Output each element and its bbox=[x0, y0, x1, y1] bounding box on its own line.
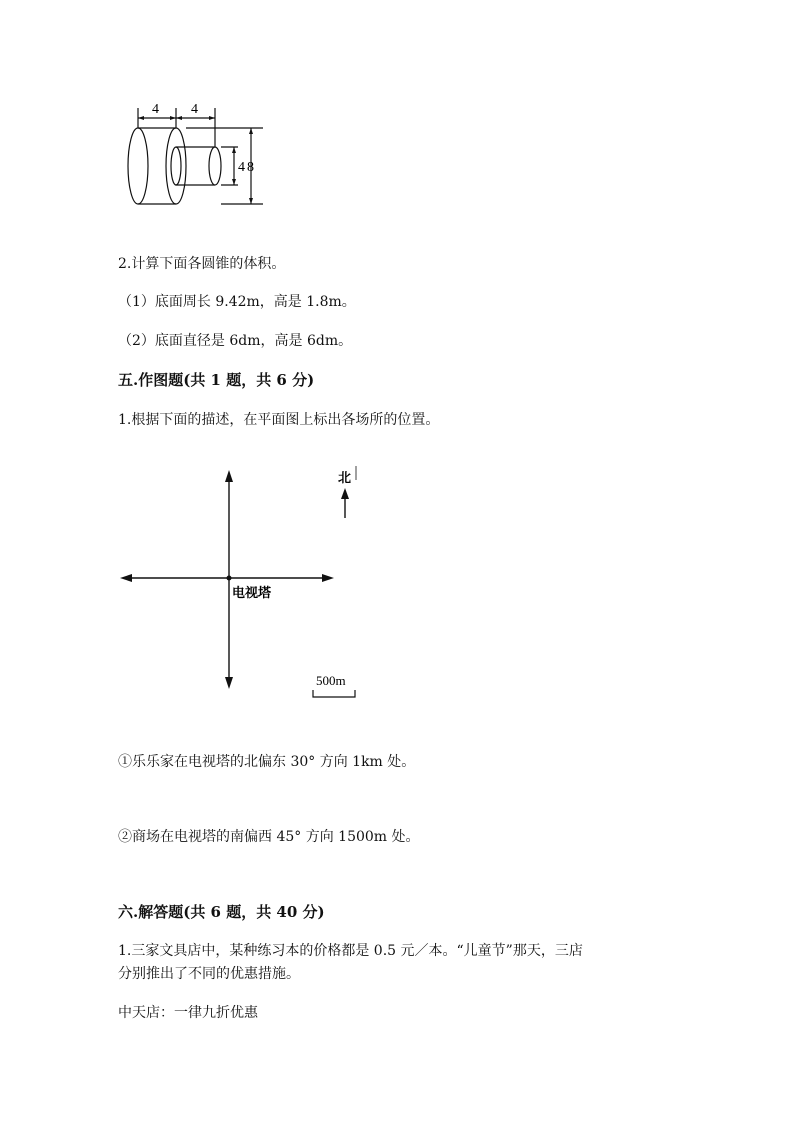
section5-item-2: ②商场在电视塔的南偏西 45° 方向 1500m 处。 bbox=[118, 829, 420, 845]
north-label: 北 bbox=[338, 470, 352, 485]
arrow-left bbox=[120, 574, 132, 582]
section6-store-1: 中天店：一律九折优惠 bbox=[118, 1005, 258, 1021]
q2-title: 2.计算下面各圆锥的体积。 bbox=[118, 256, 286, 272]
section6-q1-line-2: 分别推出了不同的优惠措施。 bbox=[118, 966, 300, 982]
dim-outer-height-label: 8 bbox=[247, 160, 254, 175]
section6-heading: 六.解答题(共 6 题，共 40 分) bbox=[118, 903, 325, 921]
dim-right-label: 4 bbox=[191, 102, 198, 117]
section5-heading: 五.作图题(共 1 题，共 6 分) bbox=[118, 371, 315, 389]
north-arrow-head bbox=[341, 488, 349, 499]
section5-question-1: 1.根据下面的描述，在平面图上标出各场所的位置。 bbox=[118, 412, 440, 428]
section6-q1-line-1: 1.三家文具店中，某种练习本的价格都是 0.5 元／本。“儿童节”那天，三店 bbox=[118, 943, 583, 959]
dim-left-label: 4 bbox=[152, 102, 159, 117]
arrow-up bbox=[225, 470, 233, 482]
origin-point bbox=[227, 576, 232, 581]
q2-item-2: （2）底面直径是 6dm，高是 6dm。 bbox=[118, 333, 353, 349]
dim-inner-height-label: 4 bbox=[238, 160, 245, 175]
arrow-down bbox=[225, 677, 233, 689]
q2-item-1: （1）底面周长 9.42m，高是 1.8m。 bbox=[118, 294, 356, 310]
arrow-right bbox=[322, 574, 334, 582]
cylinder-figure bbox=[118, 94, 278, 214]
section5-item-1: ①乐乐家在电视塔的北偏东 30° 方向 1km 处。 bbox=[118, 754, 416, 770]
scale-label: 500m bbox=[316, 673, 346, 688]
map-diagram bbox=[118, 462, 368, 702]
origin-label: 电视塔 bbox=[232, 585, 272, 600]
scale-bar bbox=[313, 690, 355, 697]
